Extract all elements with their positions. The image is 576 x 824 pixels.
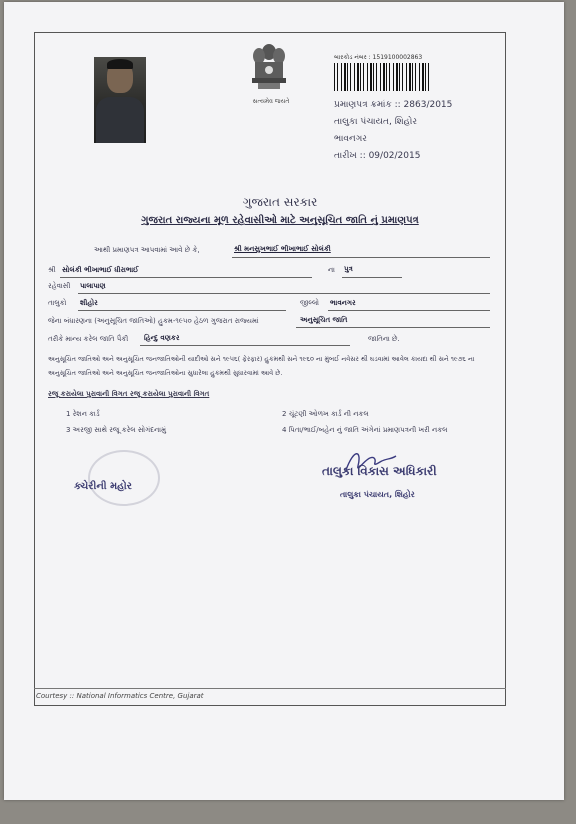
courtesy-note: Courtesy :: National Informatics Centre, Gujarat <box>36 692 204 700</box>
issuing-office: તાલુકા પંચાયત, શિહોર <box>334 117 417 127</box>
evidence-heading: રજૂ કરાયેલા પુરાવાની વિગત રજૂ કરાયેલા પુરાવાની વિગત <box>48 390 210 398</box>
applicant-name: શ્રી મનસુખભાઈ ભીખાભાઈ સોલંકી <box>234 245 331 253</box>
evidence-item: 3 અરજી સાથે રજૂ કરેલ સોગંદનામું <box>66 426 167 434</box>
caste: હિન્દુ વણકર <box>144 334 180 342</box>
taluka: શીહોર <box>80 299 98 307</box>
office-stamp-label: ક્ચેરીની મહોર <box>74 481 132 492</box>
relation: પુત્ર <box>344 265 353 273</box>
recognized-label: તરીકે માન્ય કરેલ જાતિ પૈકી <box>48 335 129 343</box>
national-emblem-icon <box>246 40 292 96</box>
signatory-title: તાલુકા વિકાસ અધિકારી <box>322 464 437 478</box>
evidence-item: 4 પિતા/ભાઈ/બહેન નું જાતિ અંગેનાં પ્રમાણપત્રની ખરી નકલ <box>282 426 448 434</box>
taluka-label: તાલુકો <box>48 299 67 307</box>
evidence-item: 1 રેશન કાર્ડ <box>66 410 100 418</box>
barcode-number: બારકોડ નંબર : 1519100002863 <box>334 54 423 61</box>
order-label: જેના બંધારણના (અનુસૂચિત જાતિઓ) હુકમ-૧૯૫૦ હેઠળ ગુજરાત રાજ્યમાં <box>48 317 259 325</box>
district: ભાવનગર <box>330 299 356 307</box>
issue-date: તારીખ :: 09/02/2015 <box>334 151 421 161</box>
issuing-district: ભાવનગર <box>334 134 367 144</box>
signatory-office: તાલુકા પંચાયત, શિહોર <box>340 490 415 499</box>
certificate-number: પ્રમાણપત્ર ક્રમાંક :: 2863/2015 <box>334 100 453 110</box>
village: પાલાપાણ <box>80 282 106 290</box>
resident-label: રહેવાસી <box>48 282 71 290</box>
na-label: ના <box>328 266 335 274</box>
evidence-item: 2 ચૂંટણી ઓળખ કાર્ડ ની નકલ <box>282 410 369 418</box>
barcode-icon <box>334 63 432 91</box>
shri-label: શ્રી <box>48 266 56 274</box>
category: અનુસૂચિત જાતિ <box>300 316 348 324</box>
office-seal-icon <box>88 450 160 506</box>
certificate-title: ગુજરાત રાજ્યના મૂળ રહેવાસીઓ માટે અનુસૂચિત જાતિ નું પ્રમાણપત્ર <box>141 215 419 226</box>
government-title: ગુજરાત સરકાર <box>242 195 318 209</box>
district-label: જીલ્લો <box>300 299 319 307</box>
father-name: સોલંકી ભીખાભાઈ ધીરાભાઈ <box>62 266 139 274</box>
emblem-caption: સત્યમેવ જયતે <box>252 98 290 105</box>
intro-label: આથી પ્રમાણપત્ર આપવામાં આવે છે કે, <box>94 246 200 254</box>
legal-paragraph: અનુસૂચિત જાતિઓ અને અનુસૂચિત જનજાતિઓની યાદીઓ સને ૧૯૫૬( ફેરફાર) હુકમથી સને ૧૯૬૦ ના મુંબઈ નવેસર થી ઘડવામાં આવેલ કાયદા થી સને ૧૯૭૬ ના અનુસૂચિત જાતિઓ અને અનુસૂચિત જનજાતિઓના સુધારેલા હુકમથી સુધારવામાં આવે છે. <box>48 355 475 377</box>
applicant-photo <box>94 57 146 143</box>
caste-suffix: જાતિના છે. <box>368 335 400 343</box>
